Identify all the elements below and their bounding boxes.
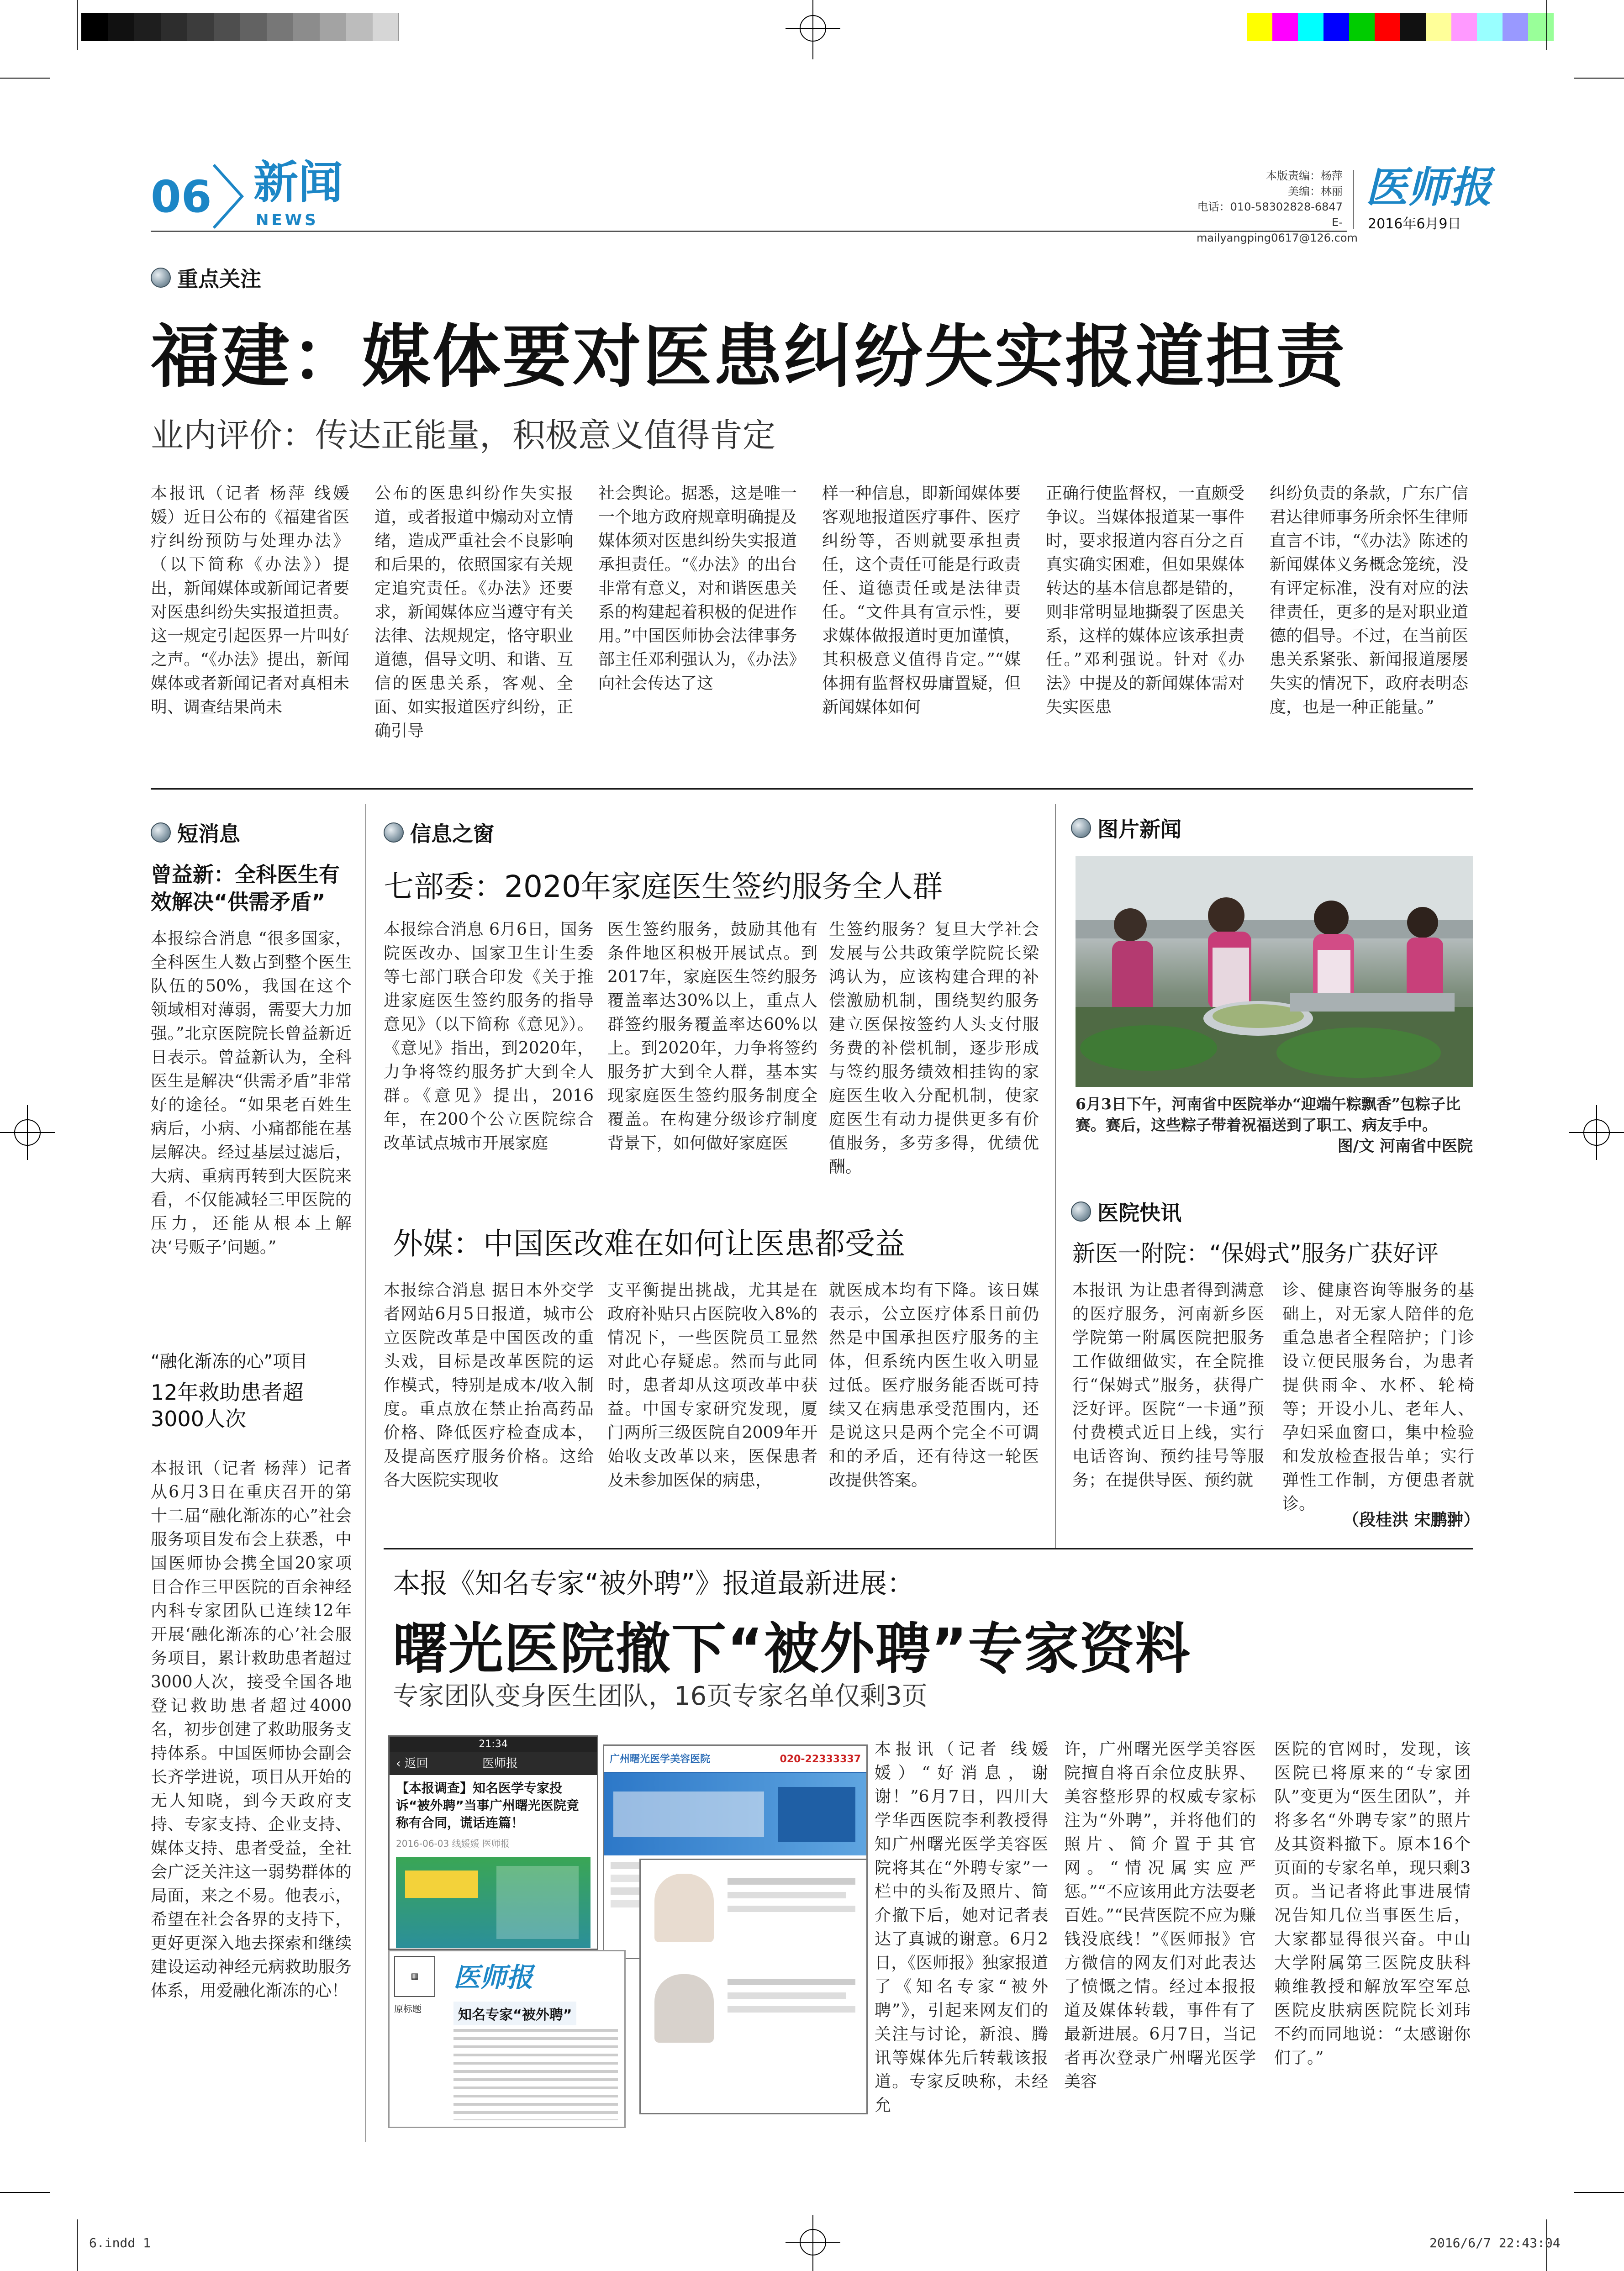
- lead-bottom-rule: [151, 788, 1473, 790]
- circle-bullet-icon: [1071, 818, 1091, 838]
- circle-bullet-icon: [1071, 1201, 1091, 1222]
- section-title: 新闻: [253, 157, 343, 209]
- info-story1-col-2: 医生签约服务，鼓励其他有条件地区积极开展试点。到2017年，家庭医生签约服务覆盖率达30%以上，重点人群签约服务覆盖率达60%以上。到2020年，力争将签约服务扩大到全人群，基本实现家庭医生签约服务制度全覆盖。在构建分级诊疗制度背景下，如何做好家庭医: [607, 920, 817, 1153]
- photo-credit: 图/文 河南省中医院: [1337, 1137, 1473, 1155]
- clipping-text-lines: [453, 2029, 618, 2120]
- issue-date: 2016年6月9日: [1368, 216, 1461, 232]
- lead-col-2: 公布的医患纠纷作失实报道，或者报道中煽动对立情绪，造成严重社会不良影响和后果的，依照国家有关规定追究责任。《办法》还要求，新闻媒体应当遵守有关法律、法规规定，恪守职业道德，倡导文明、和谐、互信的医患关系，客观、全面、如实报道医疗纠纷，正确引导: [374, 484, 573, 740]
- hospital-news-byline: （段桂洪 宋鹏翀）: [1343, 1511, 1480, 1529]
- doctor-photo-2: [654, 1974, 714, 2043]
- tag-label: 短消息: [177, 822, 240, 846]
- editor-credit: 本版责编：杨萍: [1266, 169, 1343, 182]
- phone-article-meta: 2016-06-03 线媛媛 医师报: [396, 1838, 510, 1849]
- feature-subhead: 专家团队变身医生团队，16页专家名单仅剩3页: [393, 1681, 928, 1711]
- phone-article-headline: 【本报调查】知名医学专家投诉“被外聘”当事广州曙光医院竟称有合同，谎话连篇！: [396, 1781, 579, 1830]
- hospital-news-col-1: 本报讯 为让患者得到满意的医疗服务，河南新乡医学院第一附属医院把服务工作做细做实，在全院推行“保姆式”服务，获得广泛好评。医院“一卡通”预付费模式近日上线，实行电话咨询、预约挂号等服务；在提供导医、预约就: [1072, 1281, 1264, 1490]
- brief-divider: [365, 804, 366, 2142]
- chevron-right-icon: [210, 162, 247, 231]
- tag-brief: [151, 817, 240, 848]
- back-icon: ‹: [396, 1757, 405, 1770]
- tag-info: [384, 817, 494, 848]
- info-story2-col-2: 支平衡提出挑战，尤其是在政府补贴只占医院收入8%的情况下，一些医院员工显然对此心存疑虑。然而与此同时，患者却从这项改革中获益。中国专家研究发现，厦门两所三级医院自2009年开始收支改革以来，医保患者及未参加医保的病患，: [607, 1281, 817, 1490]
- info-story2-title: 外媒：中国医改难在如何让医患都受益: [393, 1226, 905, 1261]
- editor-email: E-mailyangping0617@126.com: [1197, 216, 1358, 244]
- tag-label: 图片新闻: [1097, 817, 1181, 842]
- tag-hospital: [1071, 1196, 1181, 1227]
- feature-col-3: 医院的官网时，发现，该医院已将原来的“专家团队”变更为“医生团队”，并将多名“外聘专家”的照片及其资料撤下。原本16个页面的专家名单，现只剩3页。当记者将此事进展情况告知几位当事医生后，大家都显得很兴奋。中山大学附属第三医院皮肤科赖维教授和解放军空军总医院皮肤病医院院长刘玮不约而同地说：“太感谢你们了。”: [1274, 1740, 1471, 2067]
- phone-nav-bar: [390, 1752, 597, 1775]
- clipping-headline: 知名专家“被外聘”: [453, 2002, 576, 2025]
- registration-mark-right: [1569, 1105, 1624, 1160]
- lead-col-3: 社会舆论。据悉，这是唯一一个地方政府规章明确提及媒体须对医患纠纷失实报道承担责任。“《办法》的出台非常有意义，对和谐医患关系的构建起着积极的促进作用。”中国医师协会法律事务部主任邓利强认为，《办法》向社会传达了这: [598, 484, 797, 693]
- hospital-news-col-2: 诊、健康咨询等服务的基础上，对无家人陪伴的危重急患者全程陪护；门诊设立便民服务台，为患者提供雨伞、水杯、轮椅等；开设小儿、老年人、孕妇采血窗口，集中检验和发放检查报告单；实行弹性工作制，方便患者就诊。: [1282, 1281, 1474, 1513]
- phone-back-label: 返回: [404, 1757, 428, 1770]
- brief-item1-body: 本报综合消息 “很多国家，全科医生人数占到整个医生队伍的50%，我国在这个领域相对薄弱，需要大力加强。”北京医院院长曾益新近日表示。曾益新认为，全科医生是解决“供需矛盾”非常好的途径。“如果老百姓生病后，小病、小痛都能在基层解决。经过基层过滤后，大病、重病再转到大医院来看，不仅能减轻三甲医院的压力，还能从根本上解决‘号贩子’问题。”: [151, 929, 352, 1257]
- feature-top-rule: [384, 1548, 1473, 1549]
- editor-phone: 电话：010-58302828-6847: [1197, 200, 1343, 213]
- phone-status-bar: [390, 1737, 597, 1752]
- feature-kicker: 本报《知名专家“被外聘”》报道最新进展：: [393, 1568, 915, 1600]
- circle-bullet-icon: [151, 822, 171, 843]
- phone-banner-image: [396, 1857, 591, 1948]
- tag-label: 医院快讯: [1097, 1201, 1181, 1225]
- site-phone: 020-22333337: [780, 1754, 861, 1765]
- header-rule: [151, 231, 1347, 232]
- registration-mark-top: [786, 0, 840, 59]
- qr-label: 原标题: [394, 2003, 422, 2014]
- header-divider: [1353, 170, 1354, 229]
- hospital-news-title: 新医一附院：“保姆式”服务广获好评: [1072, 1240, 1439, 1267]
- footer-file: 6.indd 1: [89, 2235, 151, 2250]
- registration-mark-left: [0, 1105, 55, 1160]
- registration-mark-bottom: [786, 2215, 840, 2271]
- tag-label: 信息之窗: [410, 822, 494, 846]
- photo-caption: [1076, 1094, 1473, 1157]
- brief-item1-title: 曾益新：全科医生有效解决“供需矛盾”: [151, 862, 340, 914]
- info-story1-col-1: 本报综合消息 6月6日，国务院医改办、国家卫生计生委等七部门联合印发《关于推进家庭医生签约服务的指导意见》（以下简称《意见》）。《意见》指出，到2020年，力争将签约服务扩大到全人群。《意见》提出，2016年，在200个公立医院综合改革试点城市开展家庭: [384, 920, 594, 1153]
- photo-zongzi-contest: [1076, 856, 1473, 1087]
- feature-headline: 曙光医院撤下“被外聘”专家资料: [393, 1618, 1191, 1681]
- phone-screenshot: [388, 1735, 598, 1950]
- site-name: 广州曙光医学美容医院: [610, 1754, 711, 1765]
- circle-bullet-icon: [384, 822, 404, 843]
- info-divider: [1055, 804, 1056, 1548]
- brief-item2-kicker: “融化渐冻的心”项目: [151, 1351, 308, 1371]
- photo-caption-text: 6月3日下午，河南省中医院举办“迎端午粽飘香”包粽子比赛。赛后，这些粽子带着祝福送到了职工、病友手中。: [1076, 1095, 1461, 1134]
- page-number: 06: [151, 171, 212, 222]
- phone-time: 21:34: [479, 1739, 508, 1750]
- lead-col-1: 本报讯（记者 杨萍 线媛媛）近日公布的《福建省医疗纠纷预防与处理办法》（以下简称《办法》）提出，新闻媒体或新闻记者要对医患纠纷失实报道担责。这一规定引起医界一片叫好之声。“《办法》提出，新闻媒体或者新闻记者对真相未明、调查结果尚未: [151, 484, 349, 717]
- lead-subhead: 业内评价：传达正能量，积极意义值得肯定: [151, 416, 776, 454]
- tag-photo: [1071, 813, 1181, 843]
- photo-scene: [1076, 856, 1473, 1087]
- newspaper-clipping: [388, 1950, 626, 2128]
- feature-col-2: 许，广州曙光医学美容医院擅自将百余位皮肤界、美容整形界的权威专家标注为“外聘”，并将他们的照片、简介置于其官网。“情况属实应严惩。”“不应该用此方法耍老百姓。”“民营医院不应为赚钱没底线！”《医师报》官方微信的网友们对此表达了愤慨之情。经过本报报道及媒体转载，事件有了最新进展。6月7日，当记者再次登录广州曙光医学美容: [1064, 1740, 1256, 2091]
- qr-code: ▦: [394, 1956, 435, 1997]
- phone-nav-title: 医师报: [482, 1757, 518, 1770]
- tag-label: 重点关注: [177, 267, 261, 291]
- lead-headline: 福建：媒体要对医患纠纷失实报道担责: [151, 317, 1347, 397]
- site-header: [604, 1746, 866, 1773]
- lead-col-6: 纠纷负责的条款，广东广信君达律师事务所余怀生律师直言不讳，“《办法》陈述的新闻媒体义务概念笼统，没有评定标准，没有对应的法律责任，更多的是对职业道德的倡导。不过，在当前医患关系紧张、新闻报道屡屡失实的情况下，政府表明态度，也是一种正能量。”: [1270, 484, 1468, 717]
- footer-timestamp: 2016/6/7 22:43:04: [1429, 2235, 1561, 2250]
- section-subtitle: NEWS: [256, 211, 319, 229]
- site-banner: [604, 1773, 866, 1855]
- brief-item2-body: 本报讯（记者 杨萍）记者从6月3日在重庆召开的第十二届“融化渐冻的心”社会服务项目发布会上获悉，中国医师协会携全国20家项目合作三甲医院的百余神经内科专家团队已连续12年开展‘融化渐冻的心’社会服务项目，累计救助患者超过3000人次，接受全国各地登记救助患者超过4000名，初步创建了救助服务支持体系。中国医师协会副会长齐学进说，项目从开始的无人知晓，到今天政府支持、专家支持、企业支持、媒体支持、患者受益，全社会广泛关注这一弱势群体的局面，来之不易。他表示，希望在社会各界的支持下，更好更深入地去探索和继续建设运动神经元病救助服务体系，用爱融化渐冻的心！: [151, 1459, 352, 2000]
- circle-bullet-icon: [151, 268, 171, 288]
- designer-credit: 美编：林丽: [1288, 185, 1343, 198]
- doctor-profile-screenshot: [639, 1859, 868, 2114]
- editor-info: [1197, 168, 1358, 246]
- feature-col-1: 本报讯（记者 线媛媛）“好消息，谢谢！”6月7日，四川大学华西医院李利教授得知广州曙光医学美容医院将其在“外聘专家”一栏中的头衔及照片、简介撤下后，她对记者表达了真诚的谢意。6月2日，《医师报》独家报道了《知名专家“被外聘”》，引起来网友们的关注与讨论，新浪、腾讯等媒体先后转载该报道。专家反映称，未经允: [875, 1740, 1048, 2115]
- lead-col-4: 样一种信息，即新闻媒体要客观地报道医疗事件、医疗纠纷等，否则就要承担责任，这个责任可能是行政责任、道德责任或是法律责任。“文件具有宣示性，要求媒体做报道时更加谨慎，其积极意义值得肯定。”“媒体拥有监督权毋庸置疑，但新闻媒体如何: [822, 484, 1021, 717]
- info-story2-col-1: 本报综合消息 据日本外交学者网站6月5日报道，城市公立医院改革是中国医改的重头戏，目标是改革医院的运作模式，特别是成本/收入制度。重点放在禁止抬高药品价格、降低医疗检查成本，及提高医疗服务价格。这给各大医院实现收: [384, 1281, 594, 1490]
- masthead-logo: 医师报: [1366, 163, 1492, 212]
- info-story2-col-3: 就医成本均有下降。该日媒表示，公立医疗体系目前仍然是中国承担医疗服务的主体，但系统内医生收入明显过低。医疗服务能否既可持续又在病患承受范围内，还是说这只是两个完全不可调和的矛盾，还有待这一轮医改提供答案。: [829, 1281, 1039, 1490]
- info-story1-title: 七部委：2020年家庭医生签约服务全人群: [384, 869, 943, 904]
- info-story1-col-3: 生签约服务？复旦大学社会发展与公共政策学院院长梁鸿认为，应该构建合理的补偿激励机制，围绕契约服务建立医保按签约人头支付服务费的补偿机制，逐步形成与签约服务绩效相挂钩的家庭医生收入分配机制，使家庭医生有动力提供更多有价值服务，多劳多得，优绩优酬。: [829, 920, 1039, 1176]
- lead-col-5: 正确行使监督权，一直颇受争议。当媒体报道某一事件时，要求报道内容百分之百真实确实困难，但如果媒体转达的基本信息都是错的，则非常明显地撕裂了医患关系，这样的媒体应该承担责任。”邓利强说。针对《办法》中提及的新闻媒体需对失实医患: [1046, 484, 1244, 717]
- brief-item2-title: 12年救助患者超3000人次: [151, 1380, 304, 1431]
- clipping-masthead: 医师报: [453, 1962, 533, 1993]
- tag-key-focus: [151, 263, 261, 293]
- doctor-photo-1: [654, 1874, 714, 1942]
